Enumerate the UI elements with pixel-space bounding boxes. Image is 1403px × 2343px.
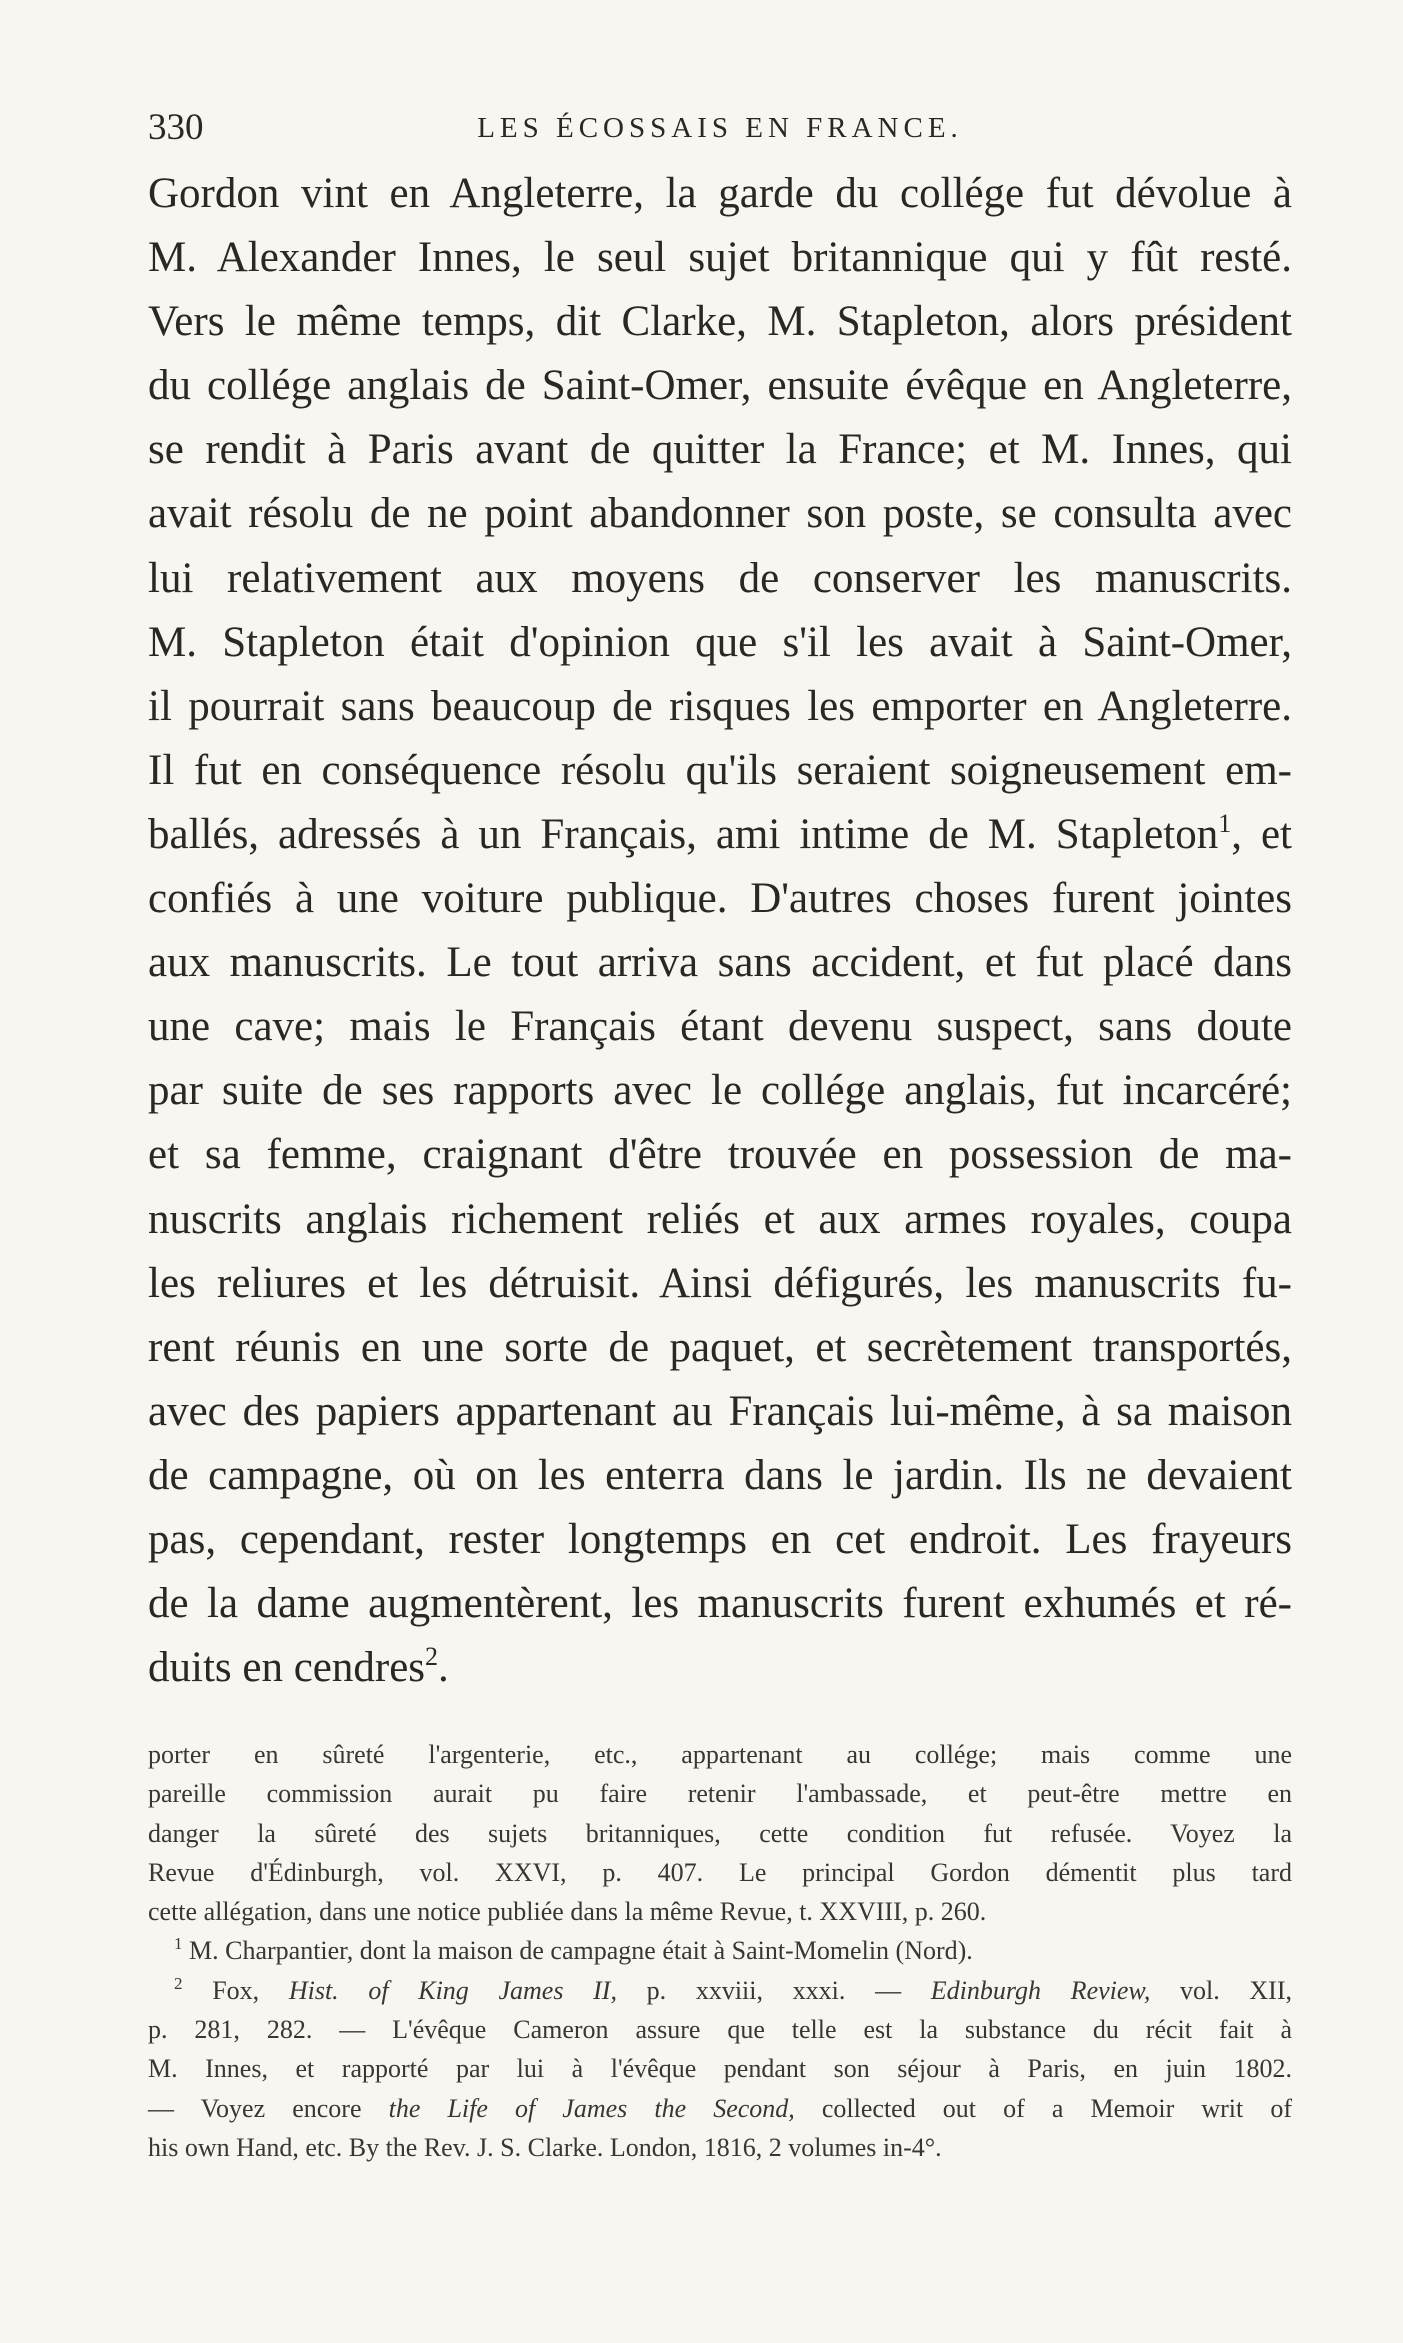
footnote-1-mark: 1 — [174, 1934, 183, 1954]
body-line: Gordon vint en Angleterre, la garde du collége fut dévolue à — [148, 170, 1292, 217]
body-line: Vers le même temps, dit Clarke, M. Stapleton, alors président — [148, 298, 1292, 346]
body-line: pas, cependant, rester longtemps en cet endroit. Les frayeurs — [148, 1515, 1292, 1563]
body-line: M. Stapleton était d'opinion que s'il les avait à Saint-Omer, — [148, 618, 1292, 666]
footnote-2-journal: Edinburgh Review, — [930, 1975, 1151, 2005]
footnote-continuation-line: pareille commission aurait pu faire retenir l'ambassade, et peut-être mettre en — [148, 1779, 1292, 1809]
page-number: 330 — [148, 107, 204, 148]
body-line-text: ballés, adressés à un Français, ami intime de M. Stapleton — [148, 810, 1219, 858]
footnote-2-line: his own Hand, etc. By the Rev. J. S. Clarke. London, 1816, 2 volumes in-4°. — [148, 2132, 942, 2162]
body-line: rent réunis en une sorte de paquet, et secrètement transportés, — [148, 1323, 1292, 1371]
body-line: se rendit à Paris avant de quitter la France; et M. Innes, qui — [148, 426, 1292, 474]
footnote-2-line: M. Innes, et rapporté par lui à l'évêque pendant son séjour à Paris, en juin 1802. — [148, 2054, 1292, 2084]
body-line: de campagne, où on les enterra dans le jardin. Ils ne devaient — [148, 1451, 1292, 1499]
footnote-continuation-line: porter en sûreté l'argenterie, etc., appartenant au collége; mais comme une — [148, 1740, 1292, 1769]
body-line: de la dame augmentèrent, les manuscrits furent exhumés et ré- — [148, 1580, 1292, 1628]
footnote-2-title: Hist. of King James II, — [288, 1975, 617, 2005]
footnote-2 — [148, 1971, 1292, 2010]
body-line: les reliures et les détruisit. Ainsi défigurés, les manuscrits fu- — [148, 1259, 1292, 1307]
body-line: confiés à une voiture publique. D'autres choses furent jointes — [148, 875, 1292, 923]
body-line-with-footnote-1 — [148, 803, 1292, 867]
footnote-2-text: collected out of a Memoir writ of — [794, 2093, 1292, 2123]
footnote-2-text: — Voyez encore — [148, 2093, 389, 2123]
footnote-2-mark: 2 — [174, 1973, 183, 1993]
footnote-1-text: M. Charpantier, dont la maison de campagne était à Saint-Momelin (Nord). — [189, 1936, 973, 1966]
body-line-with-footnote-2 — [148, 1636, 1292, 1700]
body-line: par suite de ses rapports avec le collége anglais, fut incarcéré; — [148, 1067, 1292, 1115]
running-title: LES ÉCOSSAIS EN FRANCE. — [477, 112, 963, 144]
footnote-2-text: vol. XII, — [1150, 1975, 1292, 2005]
footnote-ref-2: 2 — [425, 1642, 439, 1672]
body-line: nuscrits anglais richement reliés et aux armes royales, coupa — [148, 1195, 1292, 1243]
body-line: il pourrait sans beaucoup de risques les emporter en Angleterre. — [148, 682, 1292, 730]
body-line: avec des papiers appartenant au Français lui-même, à sa maison — [148, 1387, 1292, 1435]
body-line: lui relativement aux moyens de conserver les manuscrits. — [148, 554, 1292, 602]
footnote-2-text: p. xxviii, xxxi. — — [616, 1975, 931, 2005]
footnotes — [148, 1735, 1292, 2167]
body-text — [148, 162, 1292, 1700]
body-line: avait résolu de ne point abandonner son poste, se consulta avec — [148, 490, 1292, 538]
footnote-1 — [148, 1931, 1292, 1970]
body-line: aux manuscrits. Le tout arriva sans accident, et fut placé dans — [148, 939, 1292, 987]
body-line: M. Alexander Innes, le seul sujet britannique qui y fût resté. — [148, 234, 1292, 282]
footnote-2-title: the Life of James the Second, — [388, 2093, 795, 2123]
footnote-continuation-line: Revue d'Édinburgh, vol. XXVI, p. 407. Le principal Gordon démentit plus tard — [148, 1857, 1292, 1887]
footnote-continuation-line: danger la sûreté des sujets britanniques, cette condition fut refusée. Voyez la — [148, 1818, 1292, 1848]
footnote-2-text: Fox, — [212, 1975, 289, 2005]
footnote-2-line: p. 281, 282. — L'évêque Cameron assure que telle est la substance du récit fait à — [148, 2015, 1292, 2045]
footnote-continuation-line: cette allégation, dans une notice publiée dans la même Revue, t. XXVIII, p. 260. — [148, 1897, 987, 1927]
running-head — [148, 108, 1292, 148]
body-line-tail: . — [438, 1644, 449, 1692]
body-line: Il fut en conséquence résolu qu'ils seraient soigneusement em- — [148, 746, 1292, 794]
body-line: une cave; mais le Français étant devenu suspect, sans doute — [148, 1003, 1292, 1051]
body-line: et sa femme, craignant d'être trouvée en possession de ma- — [148, 1131, 1292, 1179]
body-line: du collége anglais de Saint-Omer, ensuite évêque en Angleterre, — [148, 362, 1292, 410]
footnote-2-line — [148, 2089, 1292, 2128]
body-line-tail: , et — [1231, 810, 1292, 858]
body-line-text: duits en cendres — [148, 1644, 426, 1692]
footnote-ref-1: 1 — [1218, 808, 1232, 838]
